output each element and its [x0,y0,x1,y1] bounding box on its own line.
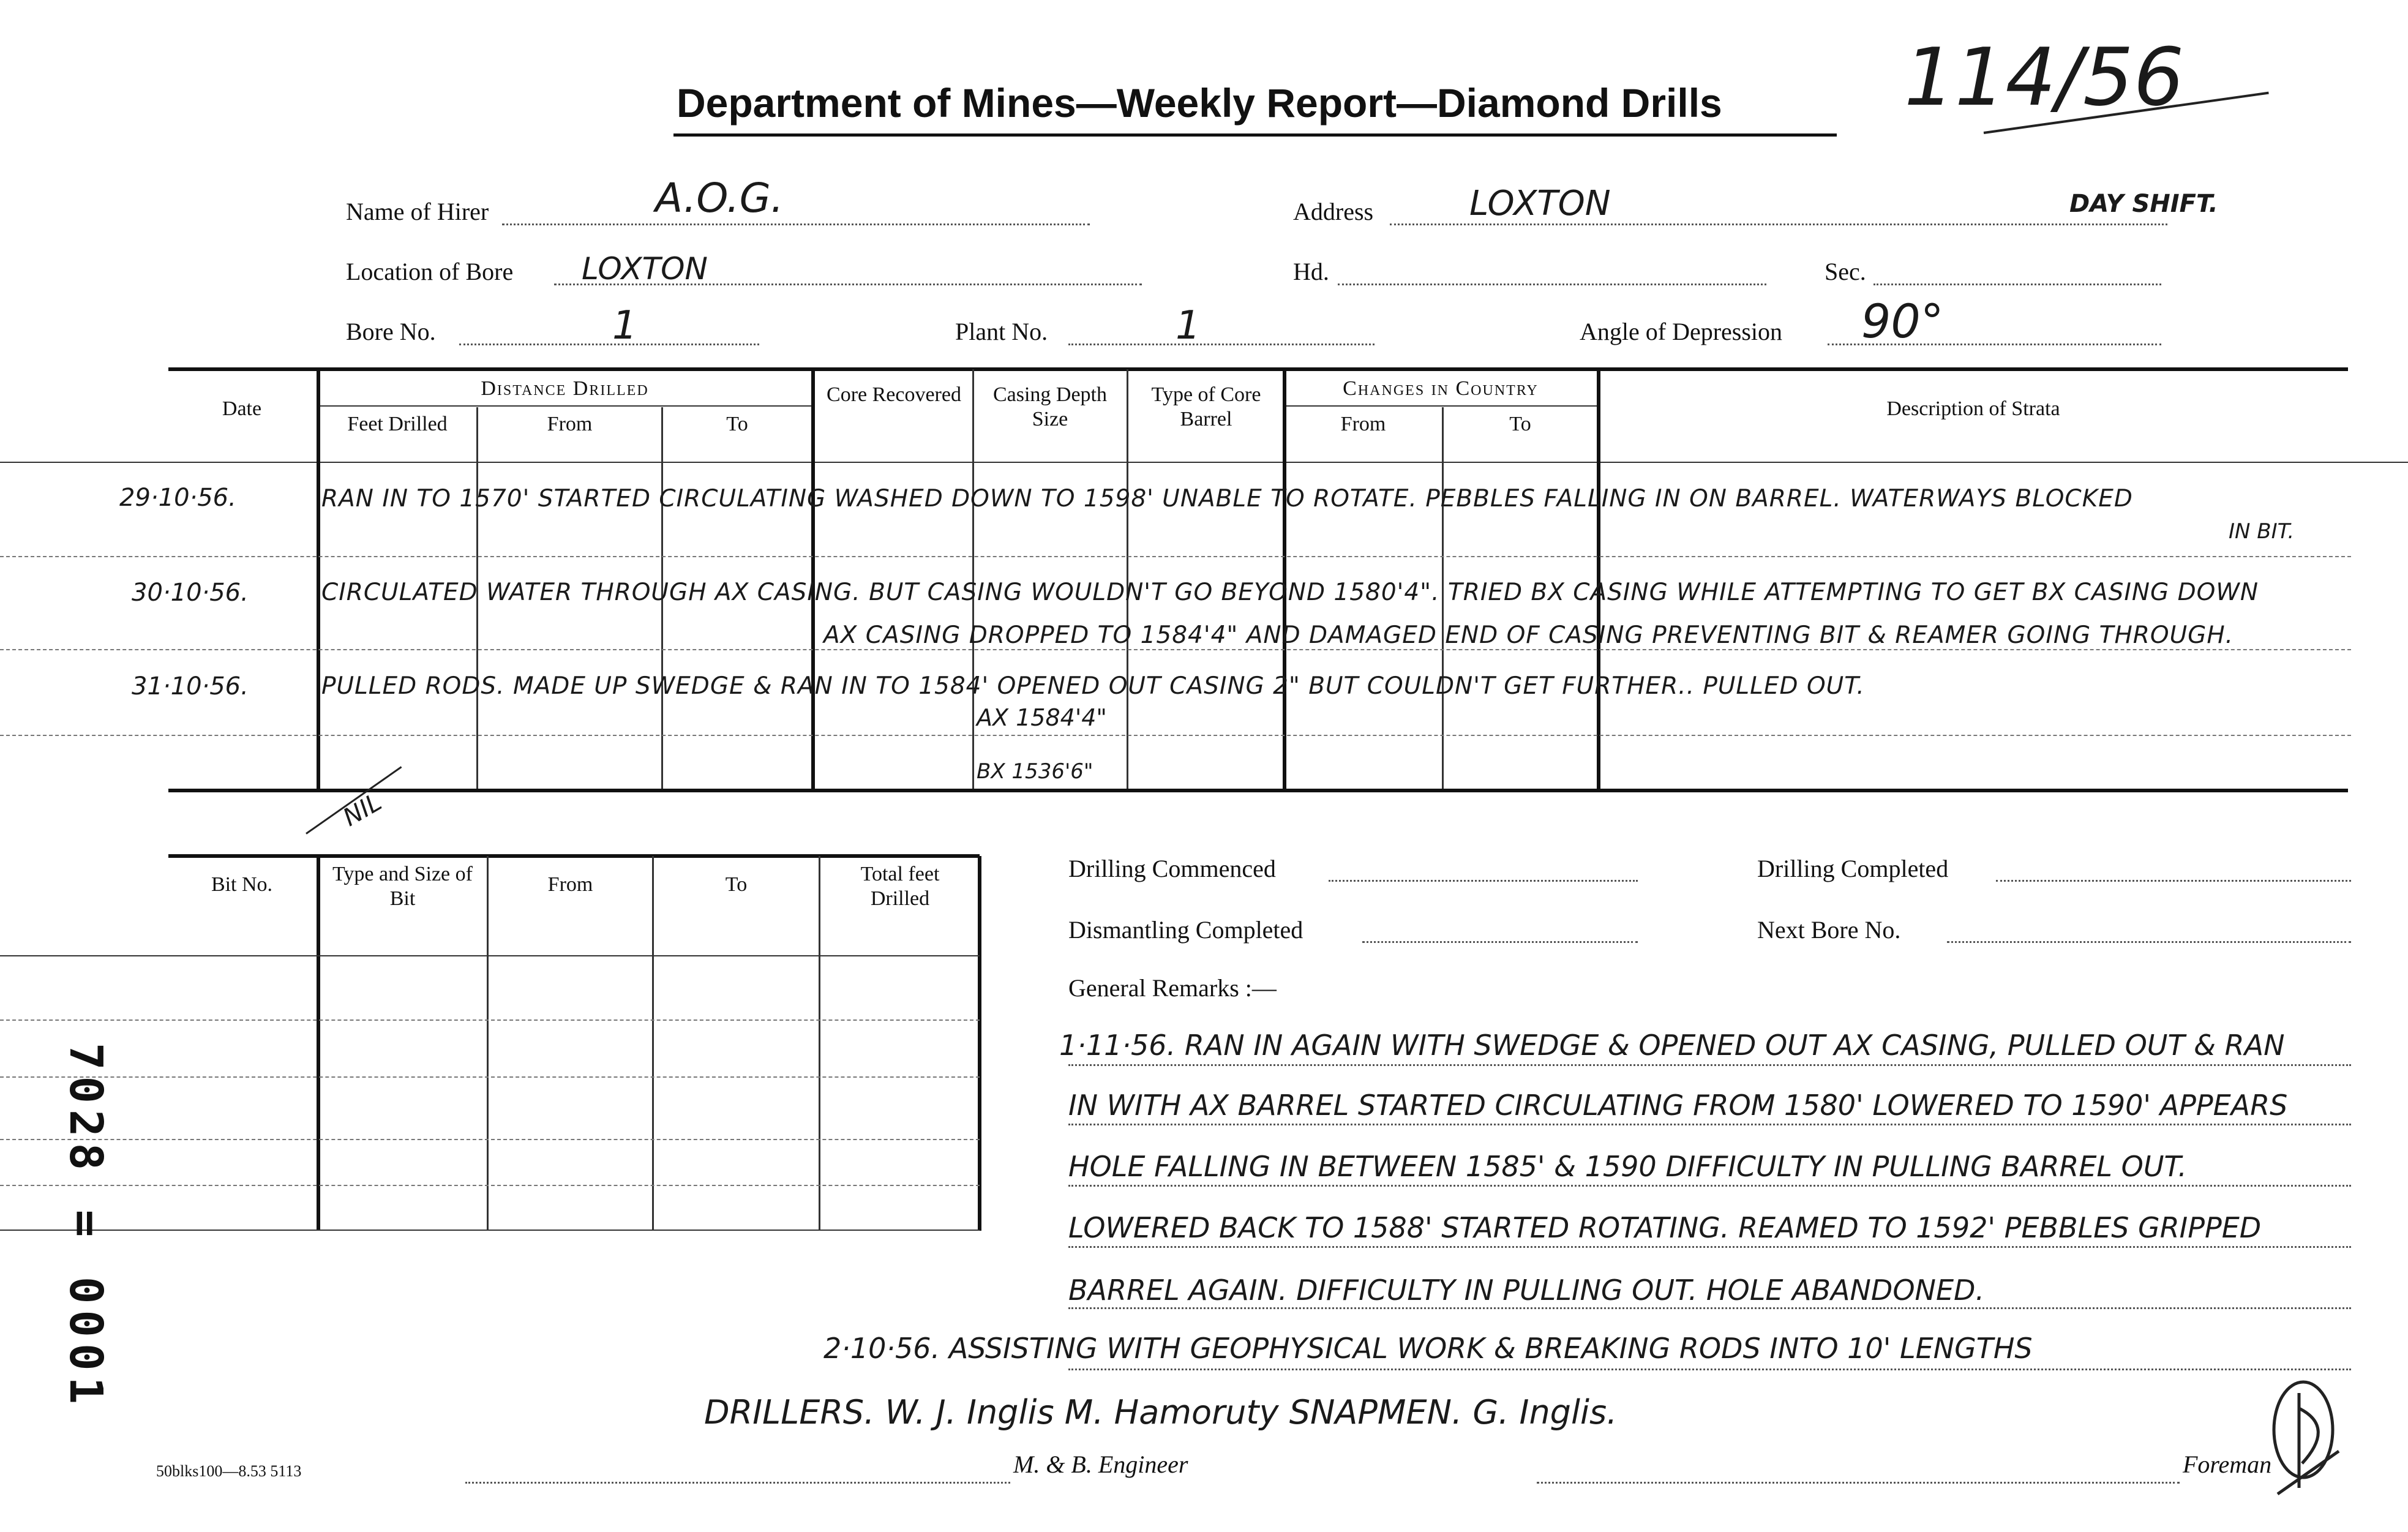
bit-no-header: Bit No. [211,873,273,896]
entry-date: 29·10·56. [119,484,236,512]
feet-drilled-header: Feet Drilled [347,413,448,435]
hirer-label: Name of Hirer [346,198,489,225]
plant-value: 1 [1176,303,1201,348]
entry-date: 30·10·56. [132,579,249,607]
distance-sub-rule [318,405,811,407]
plant-label: Plant No. [955,318,1048,345]
angle-label: Angle of Depression [1580,318,1783,345]
assisting-note: 2·10·56. ASSISTING WITH GEOPHYSICAL WORK & BREAKING RODS INTO 10' LENGTHS [823,1332,2033,1365]
side-stamp: 7028 = 0001 [59,1043,112,1411]
sec-label: Sec. [1825,258,1866,285]
hd-line [1338,283,1766,285]
bore-line [459,344,759,345]
hirer-value: A.O.G. [655,175,784,222]
entry-text-continued: IN BIT. [2229,519,2295,544]
entry-text-continued: AX CASING DROPPED TO 1584'4" AND DAMAGED END OF CASING PREVENTING BIT & REAMER GOING THROUGH. [823,621,2234,649]
address-label: Address [1293,198,1374,225]
bit-table-bottom-rule [0,1230,980,1231]
distance-drilled-header: Distance Drilled [481,377,649,400]
bit-col-sep-2 [487,856,489,1231]
remark-line: BARREL AGAIN. DIFFICULTY IN PULLING OUT. HOLE ABANDONED. [1068,1274,1985,1307]
changes-to-header: To [1509,413,1531,435]
distance-to-header: To [726,413,748,435]
row-rule-1 [0,556,2351,557]
bit-row-rule-1 [0,1019,980,1021]
bore-value: 1 [612,303,637,348]
remark-line: LOWERED BACK TO 1588' STARTED ROTATING. REAMED TO 1592' PEBBLES GRIPPED [1068,1211,2262,1244]
entry-date: 31·10·56. [132,672,249,700]
bit-type-size-header: Type and Size of Bit [332,863,473,910]
dismantling-completed-label: Dismantling Completed [1068,916,1303,944]
bit-col-sep-1 [317,856,320,1231]
remarks-line-4 [1068,1246,2351,1248]
general-remarks-label: General Remarks :— [1068,974,1277,1002]
dismantling-completed-line [1362,941,1638,943]
row-rule-2 [0,649,2351,650]
bit-table-top-rule [168,854,980,858]
hirer-line [502,223,1090,225]
address-value: LOXTON [1469,184,1611,223]
foreman-line [1537,1482,2180,1484]
remarks-line-1 [1068,1064,2351,1066]
bit-header-rule [0,955,980,956]
bit-row-rule-2 [0,1076,980,1078]
row-rule-3 [0,735,2351,736]
bit-col-sep-4 [819,856,820,1231]
remarks-line-3 [1068,1185,2351,1187]
casing-header: Casing Depth Size [992,383,1108,430]
date-header: Date [222,397,262,420]
changes-from-header: From [1340,413,1386,435]
remark-line: 1·11·56. RAN IN AGAIN WITH SWEDGE & OPENED OUT AX CASING, PULLED OUT & RAN [1059,1029,2285,1062]
bit-from-header: From [547,873,593,896]
remark-line: HOLE FALLING IN BETWEEN 1585' & 1590 DIFFICULTY IN PULLING BARREL OUT. [1068,1150,2187,1183]
engineer-label: M. & B. Engineer [1013,1451,1188,1478]
sec-line [1874,283,2161,285]
foreman-signature-icon [2265,1372,2351,1500]
shift-note: DAY SHIFT. [2069,190,2218,218]
entry-text: CIRCULATED WATER THROUGH AX CASING. BUT CASING WOULDN'T GO BEYOND 1580'4". TRIED BX CASING WHILE ATTEMPTING TO GET BX CASING DOWN [321,579,2259,606]
drilling-completed-label: Drilling Completed [1757,855,1949,882]
report-title: Department of Mines—Weekly Report—Diamond Drills [677,80,1722,126]
assisting-line [1068,1369,2351,1370]
core-recovered-header: Core Recovered [827,383,961,406]
angle-value: 90° [1861,294,1944,348]
foreman-label: Foreman [2183,1451,2272,1478]
print-code: 50blks100—8.53 5113 [156,1462,302,1480]
remarks-line-5 [1068,1307,2351,1309]
bit-total-header: Total feet Drilled [860,863,940,910]
bit-col-sep-3 [652,856,654,1231]
description-header: Description of Strata [1886,397,2060,420]
drillers-signatures: DRILLERS. W. J. Inglis M. Hamoruty SNAPMEN. G. Inglis. [704,1393,1618,1432]
plant-line [1068,344,1375,345]
location-value: LOXTON [582,251,708,287]
title-underline [673,133,1837,137]
bit-to-header: To [725,873,748,896]
casing-note: BX 1536'6" [977,759,1093,784]
bit-row-rule-3 [0,1139,980,1140]
location-label: Location of Bore [346,258,514,285]
next-bore-line [1947,941,2351,943]
casing-note: AX 1584'4" [977,704,1107,731]
hd-label: Hd. [1293,258,1329,285]
main-table-top-rule [168,367,2348,371]
main-table-header-rule [0,462,2408,463]
next-bore-label: Next Bore No. [1757,916,1901,944]
address-line [1390,223,2167,225]
bit-col-sep-5 [978,856,981,1231]
bit-row-rule-4 [0,1185,980,1186]
drilling-completed-line [1996,880,2351,882]
remarks-line-2 [1068,1124,2351,1125]
drilling-commenced-label: Drilling Commenced [1068,855,1276,882]
nil-mark: NIL [338,788,387,832]
entry-text: PULLED RODS. MADE UP SWEDGE & RAN IN TO 1584' OPENED OUT CASING 2" BUT COULDN'T GET FURTHER.. PULLED OUT. [321,672,1865,700]
bore-label: Bore No. [346,318,436,345]
entry-text: RAN IN TO 1570' STARTED CIRCULATING WASHED DOWN TO 1598' UNABLE TO ROTATE. PEBBLES FALLING IN ON BARREL. WATERWAYS BLOCKED [321,485,2133,513]
main-table-bottom-rule [168,789,2348,792]
drilling-commenced-line [1329,880,1638,882]
changes-header: Changes in Country [1343,377,1539,400]
engineer-line [465,1482,1010,1484]
distance-from-header: From [547,413,593,435]
core-barrel-header: Type of Core Barrel [1151,383,1261,430]
changes-sub-rule [1285,405,1598,407]
file-reference: 114/56 [1904,31,2185,124]
remark-line: IN WITH AX BARREL STARTED CIRCULATING FROM 1580' LOWERED TO 1590' APPEARS [1068,1089,2288,1122]
